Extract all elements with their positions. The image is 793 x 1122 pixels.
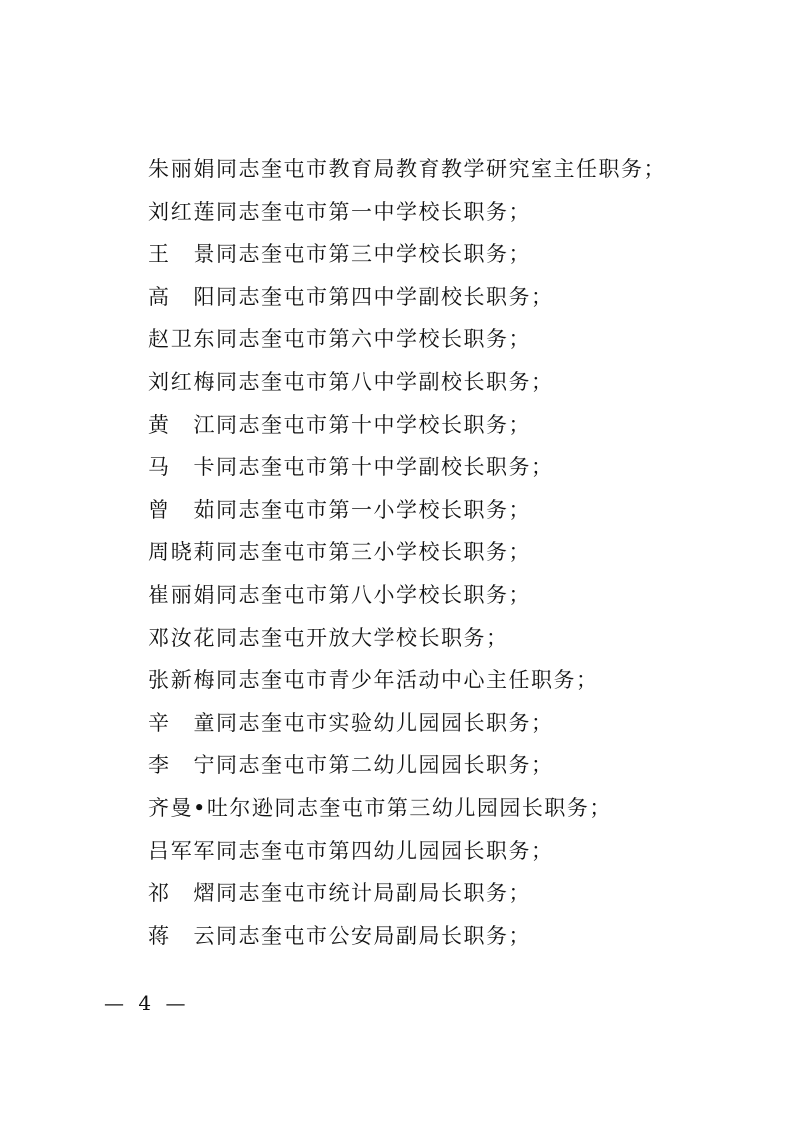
position-text: 同志奎屯市第六中学校长职务； <box>216 327 531 352</box>
position-text: 同志奎屯市第一中学校长职务； <box>216 199 531 224</box>
position-text: 同志奎屯开放大学校长职务； <box>216 625 509 650</box>
list-item <box>148 446 666 489</box>
position-text: 同志奎屯市第三小学校长职务； <box>216 540 531 565</box>
person-name: 刘红梅 <box>148 369 216 394</box>
position-text: 同志奎屯市第八小学校长职务； <box>216 582 531 607</box>
position-text: 同志奎屯市教育局教育教学研究室主任职务； <box>216 157 666 181</box>
list-item <box>148 361 666 404</box>
position-text: 同志奎屯市第十中学副校长职务； <box>216 455 554 480</box>
list-item <box>148 787 666 830</box>
list-item <box>148 318 666 361</box>
list-item <box>148 744 666 787</box>
position-text: 同志奎屯市第十中学校长职务； <box>216 412 531 437</box>
appointment-list <box>148 148 666 957</box>
person-name: 王 景 <box>148 242 216 267</box>
list-item <box>148 872 666 915</box>
list-item <box>148 702 666 745</box>
list-item <box>148 489 666 532</box>
list-item <box>148 233 666 276</box>
person-name: 辛 童 <box>148 710 216 735</box>
person-name: 齐曼•吐尔逊 <box>148 795 275 820</box>
person-name: 崔丽娟 <box>148 582 216 607</box>
position-text: 同志奎屯市第一小学校长职务； <box>216 497 531 522</box>
person-name: 刘红莲 <box>148 199 216 224</box>
list-item <box>148 617 666 660</box>
person-name: 祁 熠 <box>148 881 216 906</box>
person-name: 张新梅 <box>148 668 216 693</box>
list-item <box>148 276 666 319</box>
list-item <box>148 830 666 873</box>
list-item <box>148 148 666 191</box>
position-text: 同志奎屯市第三幼儿园园长职务； <box>274 795 612 820</box>
person-name: 朱丽娟 <box>148 157 216 181</box>
position-text: 同志奎屯市青少年活动中心主任职务； <box>216 668 599 693</box>
person-name: 吕军军 <box>148 838 216 863</box>
list-item <box>148 531 666 574</box>
person-name: 周晓莉 <box>148 540 216 565</box>
person-name: 邓汝花 <box>148 625 216 650</box>
list-item <box>148 404 666 447</box>
person-name: 马 卡 <box>148 455 216 480</box>
person-name: 黄 江 <box>148 412 216 437</box>
person-name: 李 宁 <box>148 753 216 778</box>
position-text: 同志奎屯市第八中学副校长职务； <box>216 369 554 394</box>
position-text: 同志奎屯市第四中学副校长职务； <box>216 284 554 309</box>
person-name: 曾 茹 <box>148 497 216 522</box>
list-item <box>148 659 666 702</box>
position-text: 同志奎屯市第四幼儿园园长职务； <box>216 838 554 863</box>
position-text: 同志奎屯市公安局副局长职务； <box>216 923 531 948</box>
position-text: 同志奎屯市第三中学校长职务； <box>216 242 531 267</box>
position-text: 同志奎屯市实验幼儿园园长职务； <box>216 710 554 735</box>
page-number: — 4 — <box>104 991 190 1015</box>
list-item <box>148 574 666 617</box>
person-name: 赵卫东 <box>148 327 216 352</box>
position-text: 同志奎屯市第二幼儿园园长职务； <box>216 753 554 778</box>
list-item <box>148 915 666 958</box>
person-name: 蒋 云 <box>148 923 216 948</box>
position-text: 同志奎屯市统计局副局长职务； <box>216 881 531 906</box>
list-item <box>148 191 666 234</box>
person-name: 高 阳 <box>148 284 216 309</box>
